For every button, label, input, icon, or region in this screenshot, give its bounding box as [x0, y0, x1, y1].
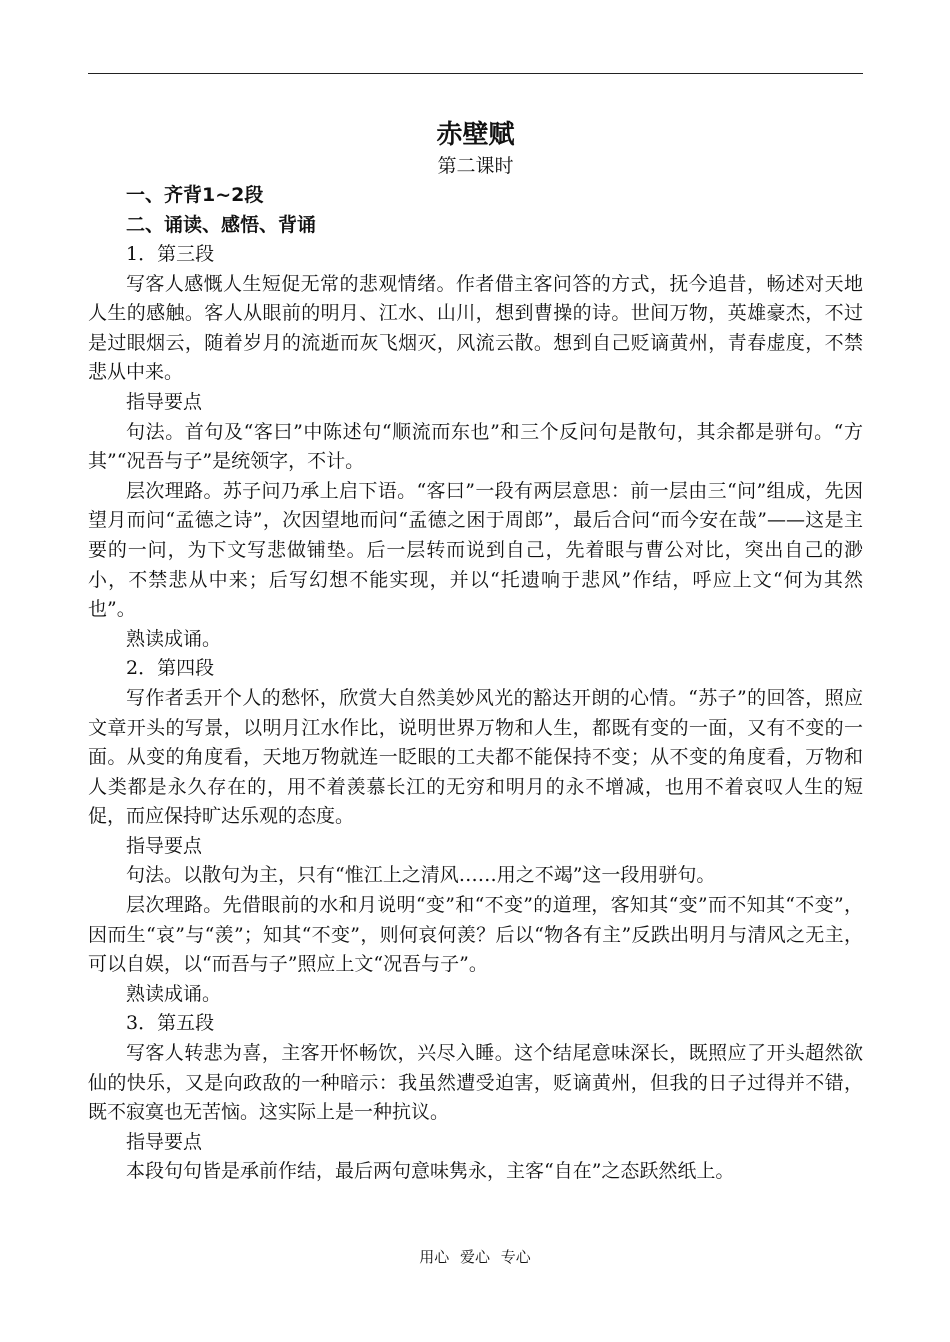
page-footer: 用心 爱心 专心	[419, 1248, 531, 1266]
guide-label-2: 指导要点	[126, 834, 203, 857]
guide-label-1: 指导要点	[126, 390, 203, 413]
document-title: 赤壁赋	[436, 120, 515, 150]
paragraph-logic-2: 层次理路。先借眼前的水和月说明“变”和“不变”的道理，客知其“变”而不知其“不变”，因而生“哀”与“羡”；知其“不变”，则何哀何羡？后以“物各有主”反跌出明月与清风之无主，可以自娱，以“而吾与子”照应上文“况吾与子”。	[88, 894, 863, 976]
paragraph-summary-1: 写客人感慨人生短促无常的悲观情绪。作者借主客问答的方式，抚今追昔，畅述对天地人生的感触。客人从眼前的明月、江水、山川，想到曹操的诗。世间万物，英雄豪杰，不过是过眼烟云，随着岁月的流逝而灰飞烟灭，风流云散。想到自己贬谪黄州，青春虚度，不禁悲从中来。	[88, 272, 863, 384]
document-body	[88, 118, 863, 1187]
paragraph-syntax-2: 句法。以散句为主，只有“惟江上之清风……用之不竭”这一段用骈句。	[126, 864, 716, 887]
recite-note-1: 熟读成诵。	[126, 627, 222, 650]
header-rule	[88, 73, 863, 74]
subsection-label-2: 2．第四段	[126, 657, 215, 680]
paragraph-note-3: 本段句句皆是承前作结，最后两句意味隽永，主客“自在”之态跃然纸上。	[126, 1160, 735, 1183]
paragraph-summary-2: 写作者丢开个人的愁怀，欣赏大自然美妙风光的豁达开朗的心情。“苏子”的回答，照应文章开头的写景，以明月江水作比，说明世界万物和人生，都既有变的一面，又有不变的一面。从变的角度看，天地万物就连一眨眼的工夫都不能保持不变；从不变的角度看，万物和人类都是永久存在的，用不着羡慕长江的无穷和明月的永不增减，也用不着哀叹人生的短促，而应保持旷达乐观的态度。	[88, 686, 863, 828]
section-heading-1: 一、齐背1~2段	[126, 184, 264, 206]
paragraph-syntax-1: 句法。首句及“客曰”中陈述句“顺流而东也”和三个反问句是散句，其余都是骈句。“方其”“况吾与子”是统领字，不计。	[88, 420, 863, 473]
guide-label-3: 指导要点	[126, 1130, 203, 1153]
subsection-label-1: 1．第三段	[126, 243, 215, 265]
subsection-label-3: 3．第五段	[126, 1012, 215, 1035]
section-heading-2: 二、诵读、感悟、背诵	[126, 214, 317, 236]
document-subtitle: 第二课时	[437, 155, 514, 177]
paragraph-logic-1: 层次理路。苏子问乃承上启下语。“客曰”一段有两层意思：前一层由三“问”组成，先因望月而问“孟德之诗”，次因望地而问“孟德之困于周郎”，最后合问“而今安在哉”——这是主要的一问，为下文写悲做铺垫。后一层转而说到自己，先着眼与曹公对比，突出自己的渺小，不禁悲从中来；后写幻想不能实现，并以“托遗响于悲风”作结，呼应上文“何为其然也”。	[88, 479, 863, 621]
recite-note-2: 熟读成诵。	[126, 982, 222, 1005]
paragraph-summary-3: 写客人转悲为喜，主客开怀畅饮，兴尽入睡。这个结尾意味深长，既照应了开头超然欲仙的快乐，又是向政敌的一种暗示：我虽然遭受迫害，贬谪黄州，但我的日子过得并不错，既不寂寞也无苦恼。这实际上是一种抗议。	[88, 1042, 863, 1124]
